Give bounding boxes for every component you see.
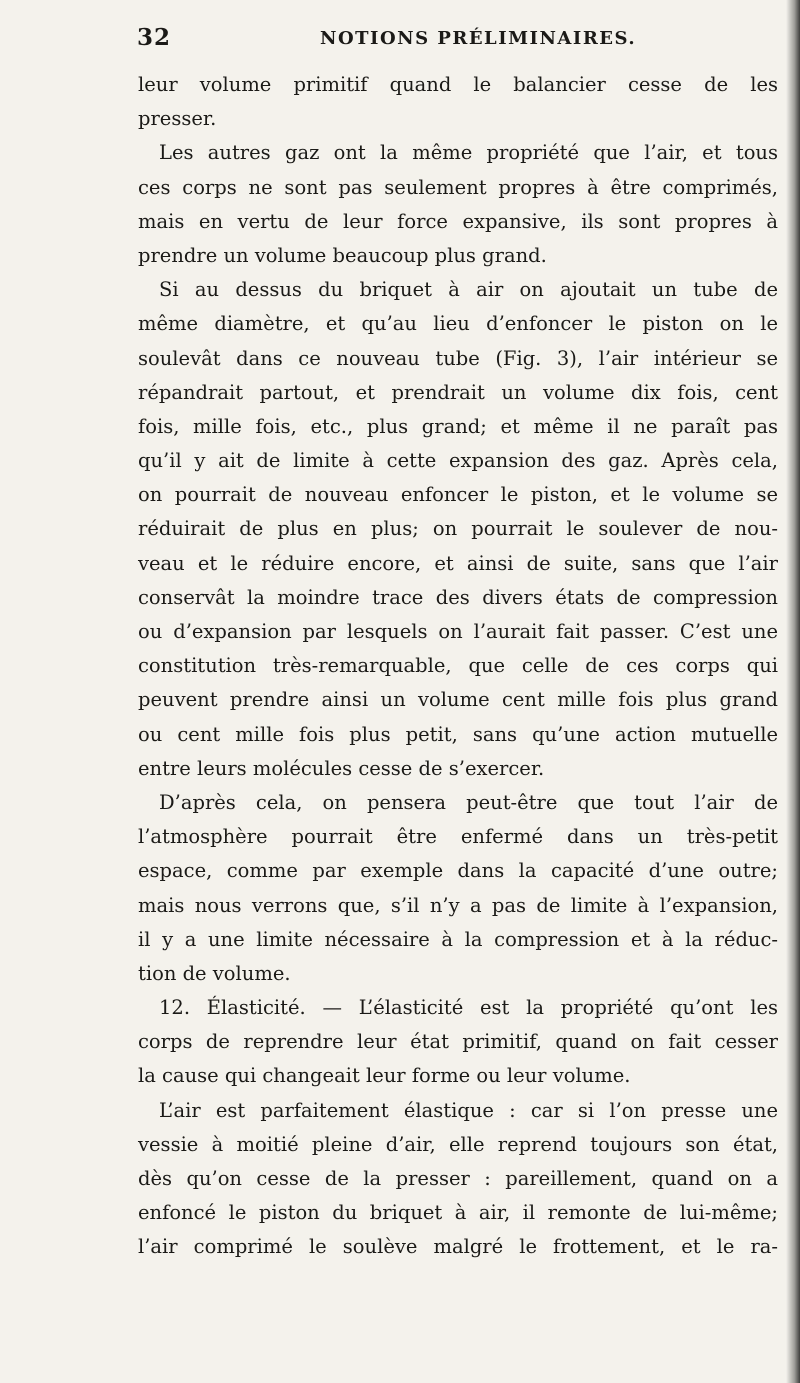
text-line: tion de volume. bbox=[138, 961, 291, 985]
text-line: presser. bbox=[138, 107, 217, 131]
text-line: prendre un volume beaucoup plus grand. bbox=[138, 243, 547, 267]
text-line: peuvent prendre ainsi un volume cent mille fois plus grand bbox=[138, 688, 778, 712]
text-line: il y a une limite nécessaire à la compression et à la réduc- bbox=[138, 927, 778, 951]
text-line: constitution très-remarquable, que celle de ces corps qui bbox=[138, 654, 778, 678]
text-line: fois, mille fois, etc., plus grand; et même il ne paraît pas bbox=[138, 414, 778, 438]
text-line: entre leurs molécules cesse de s’exercer. bbox=[138, 756, 545, 780]
text-line: mais en vertu de leur force expansive, ils sont propres à bbox=[138, 209, 778, 233]
text-line: dès qu’on cesse de la presser : pareillement, quand on a bbox=[138, 1167, 778, 1190]
text-line: répandrait partout, et prendrait un volume dix fois, cent bbox=[138, 380, 778, 404]
text-line: l’atmosphère pourrait être enfermé dans un très-petit bbox=[138, 825, 778, 849]
text-line: mais nous verrons que, s’il n’y a pas de limite à l’expansion, bbox=[138, 893, 778, 917]
text-line: l’air comprimé le soulève malgré le frottement, et le ra- bbox=[138, 1235, 778, 1259]
page-number: 32 bbox=[137, 24, 172, 51]
text-line: on pourrait de nouveau enfoncer le piston, et le volume se bbox=[138, 483, 778, 507]
text-line: réduirait de plus en plus; on pourrait le soulever de nou- bbox=[138, 517, 778, 541]
text-line: espace, comme par exemple dans la capacité d’une outre; bbox=[138, 859, 778, 883]
text-line: D’après cela, on pensera peut-être que tout l’air de bbox=[159, 790, 778, 814]
text-line: vessie à moitié pleine d’air, elle reprend toujours son état, bbox=[138, 1132, 778, 1156]
text-line: qu’il y ait de limite à cette expansion des gaz. Après cela, bbox=[138, 449, 778, 473]
text-line: même diamètre, et qu’au lieu d’enfoncer le piston on le bbox=[138, 312, 778, 336]
text-line: 12. Élasticité. — L’élasticité est la propriété qu’ont les bbox=[159, 996, 778, 1020]
text-line: Si au dessus du briquet à air on ajoutait un tube de bbox=[159, 278, 778, 302]
body-text bbox=[138, 68, 778, 1265]
text-line: enfoncé le piston du briquet à air, il remonte de lui-même; bbox=[138, 1201, 778, 1225]
running-header bbox=[137, 24, 777, 60]
text-line: conservât la moindre trace des divers états de compression bbox=[138, 585, 778, 609]
text-line: veau et le réduire encore, et ainsi de suite, sans que l’air bbox=[138, 551, 778, 575]
text-line: la cause qui changeait leur forme ou leur volume. bbox=[138, 1064, 631, 1088]
text-line: soulevât dans ce nouveau tube (Fig. 3), l’air intérieur se bbox=[138, 346, 778, 370]
header-title: NOTIONS PRÉLIMINAIRES. bbox=[320, 28, 637, 49]
text-line: leur volume primitif quand le balancier cesse de les bbox=[138, 73, 778, 96]
text-line: ou d’expansion par lesquels on l’aurait fait passer. C’est une bbox=[138, 620, 778, 643]
text-line: L’air est parfaitement élastique : car si l’on presse une bbox=[159, 1098, 778, 1122]
text-line: ces corps ne sont pas seulement propres à être comprimés, bbox=[138, 175, 778, 199]
text-line: corps de reprendre leur état primitif, quand on fait cesser bbox=[138, 1030, 778, 1054]
text-line: ou cent mille fois plus petit, sans qu’une action mutuelle bbox=[138, 722, 778, 746]
page-edge-shadow bbox=[786, 0, 800, 1383]
text-line: Les autres gaz ont la même propriété que l’air, et tous bbox=[159, 141, 778, 165]
